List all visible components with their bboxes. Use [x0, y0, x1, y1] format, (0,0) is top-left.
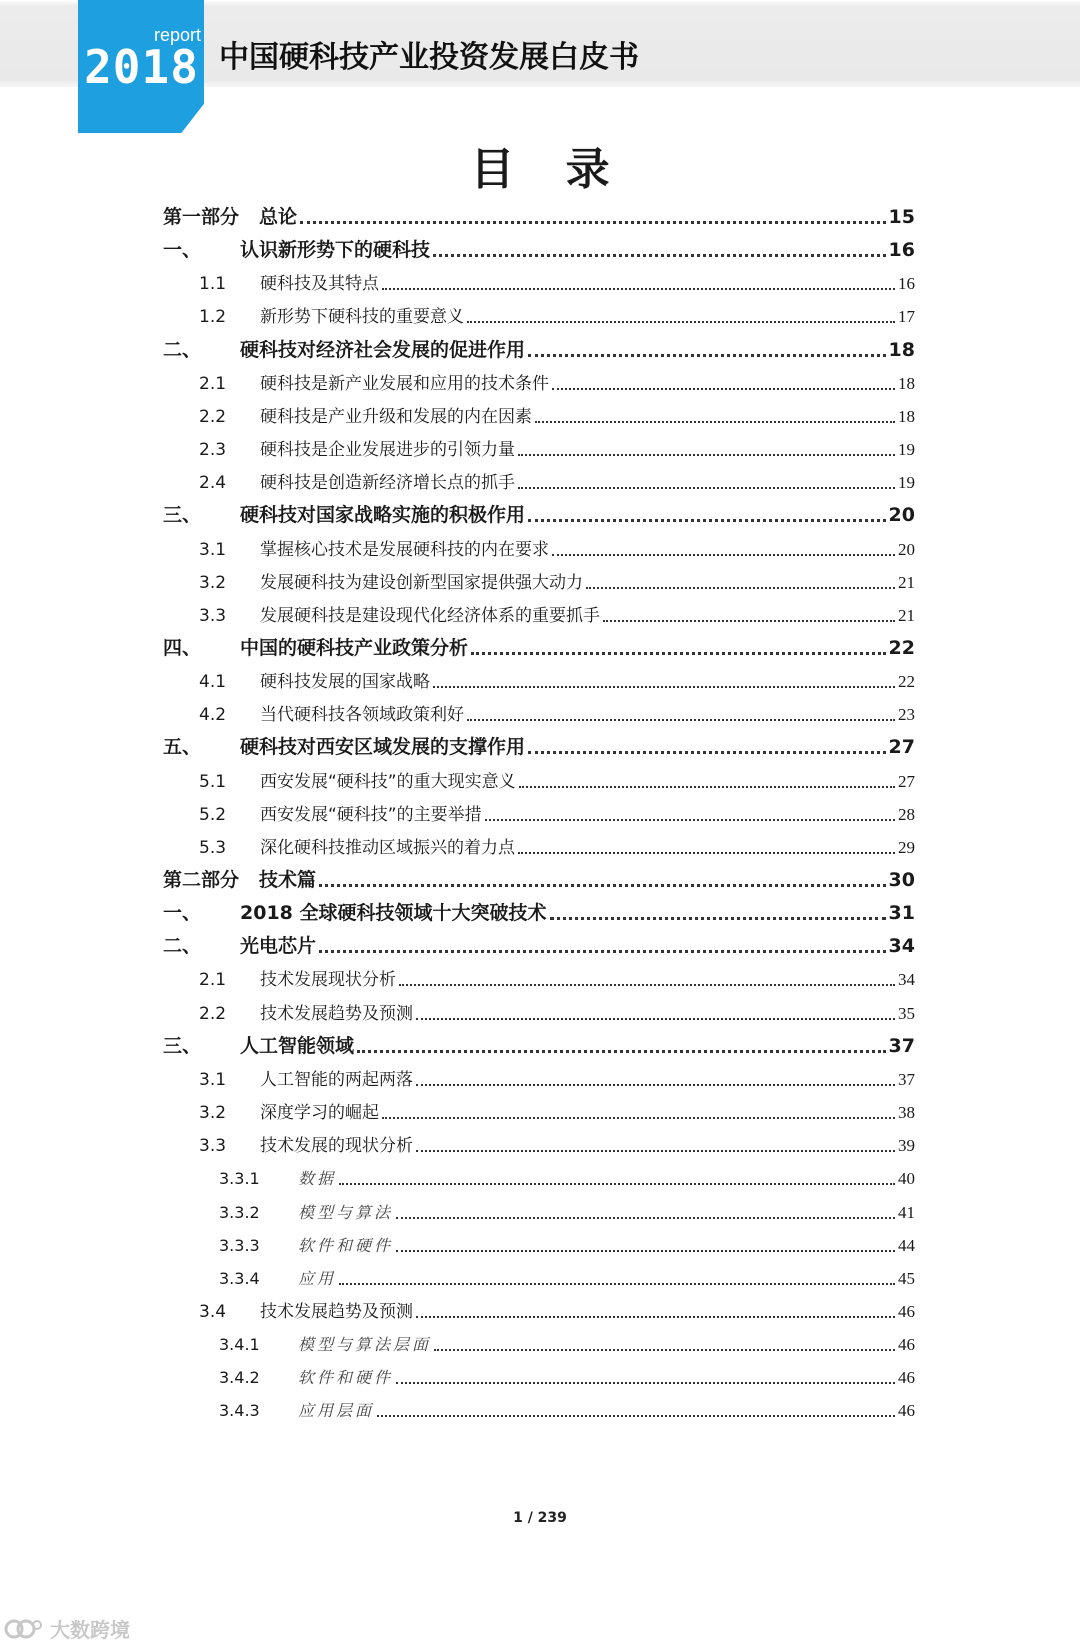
toc-entry-page: 37	[888, 1034, 915, 1057]
toc-entry-number: 3.4.3	[219, 1401, 260, 1421]
toc-entry-title: 硬科技是产业升级和发展的内在因素	[260, 406, 532, 427]
toc-entry[interactable]	[163, 464, 915, 494]
toc-entry-page: 34	[898, 970, 915, 990]
toc-entry-page: 18	[898, 406, 915, 426]
toc-entry-number: 5.2	[199, 804, 227, 825]
toc-entry-page: 30	[888, 869, 915, 891]
toc-entry-title: 技术发展趋势及预测	[260, 1003, 413, 1024]
toc-entry-page: 20	[888, 504, 915, 527]
toc-entry-title: 技术发展趋势及预测	[260, 1301, 413, 1322]
dot-leader	[382, 288, 895, 290]
toc-entry-number: 三、	[163, 504, 202, 527]
toc-entry-title: 人工智能领域	[240, 1034, 355, 1057]
toc-entry-page: 18	[898, 373, 915, 393]
dot-leader	[552, 554, 895, 556]
dot-leader	[416, 1316, 895, 1318]
toc-entry-number: 二、	[163, 935, 202, 958]
toc-entry-title: 技术发展现状分析	[260, 970, 396, 991]
toc-entry[interactable]	[163, 431, 915, 461]
dot-leader	[433, 254, 886, 257]
toc-entry-page: 46	[898, 1401, 915, 1421]
dot-leader	[535, 421, 895, 423]
toc-entry-number: 3.3	[199, 1136, 227, 1157]
dot-leader	[339, 1283, 895, 1285]
toc-entry-page: 41	[898, 1202, 915, 1222]
toc-entry-number: 1.2	[199, 307, 227, 328]
toc-entry-title: 人工智能的两起两落	[260, 1069, 413, 1090]
dot-leader	[377, 1415, 895, 1417]
dot-leader	[396, 1217, 895, 1219]
toc-entry[interactable]	[163, 763, 915, 793]
document-title: 中国硬科技产业投资发展白皮书	[219, 40, 639, 75]
toc-entry-title: 应用层面	[298, 1401, 375, 1421]
toc-entry-number: 3.3.3	[219, 1235, 260, 1255]
toc-entry[interactable]	[163, 564, 915, 594]
dot-leader	[339, 1183, 895, 1185]
toc-entry-number: 3.3.1	[219, 1169, 260, 1189]
toc-entry-page: 21	[898, 605, 915, 625]
toc-entry[interactable]	[163, 1392, 915, 1422]
dot-leader	[518, 487, 895, 489]
toc-entry-number: 5.3	[199, 837, 227, 858]
toc-entry-title: 总论	[259, 206, 298, 228]
dot-leader	[518, 852, 895, 854]
toc-entry[interactable]	[163, 531, 915, 561]
toc-entry-page: 23	[898, 705, 915, 725]
watermark-text: 大数跨境	[50, 1618, 130, 1642]
toc-entry-title: 发展硬科技为建设创新型国家提供强大动力	[260, 572, 583, 593]
toc-entry-title: 深化硬科技推动区域振兴的着力点	[260, 837, 515, 858]
toc-entry[interactable]	[163, 729, 915, 759]
toc-entry-page: 34	[888, 935, 915, 958]
toc-entry-title: 西安发展“硬科技”的主要举措	[260, 804, 482, 825]
toc-entry[interactable]	[163, 663, 915, 693]
toc-entry-page: 27	[888, 736, 915, 759]
toc-entry-title: 2018 全球硬科技领域十大突破技术	[240, 902, 547, 925]
toc-entry-page: 16	[898, 274, 915, 294]
toc-entry-page: 17	[898, 307, 915, 327]
toc-entry-title: 硬科技对国家战略实施的积极作用	[240, 504, 526, 527]
toc-entry[interactable]	[163, 862, 915, 892]
toc-entry[interactable]	[163, 332, 915, 362]
toc-entry[interactable]	[163, 1359, 915, 1389]
toc-entry-title: 硬科技及其特点	[260, 274, 379, 295]
toc-entry[interactable]	[163, 365, 915, 395]
toc-entry-page: 40	[898, 1169, 915, 1189]
toc-entry-number: 二、	[163, 338, 202, 361]
toc-entry-number: 四、	[163, 636, 202, 659]
toc-entry[interactable]	[163, 928, 915, 958]
dot-leader	[396, 1382, 895, 1384]
toc-entry-number: 2.1	[199, 373, 227, 394]
toc-entry[interactable]	[163, 265, 915, 295]
toc-entry-title: 硬科技对经济社会发展的促进作用	[240, 338, 526, 361]
toc-entry-title: 深度学习的崛起	[260, 1103, 379, 1124]
toc-entry-number: 第二部分	[163, 869, 240, 891]
toc-entry[interactable]	[163, 895, 915, 925]
logo-report-label: report	[153, 25, 201, 45]
dot-leader	[550, 917, 886, 920]
toc-entry-number: 3.2	[199, 1103, 227, 1124]
toc-entry-title: 光电芯片	[240, 935, 317, 958]
toc-entry-page: 37	[898, 1069, 915, 1089]
toc-entry[interactable]	[163, 1061, 915, 1091]
toc-entry[interactable]	[163, 1160, 915, 1190]
toc-entry-page: 27	[898, 771, 915, 791]
toc-entry-page: 18	[888, 338, 915, 361]
toc-entry-number: 一、	[163, 902, 202, 925]
toc-entry[interactable]	[163, 1326, 915, 1356]
dot-leader	[519, 786, 895, 788]
toc-entry-number: 3.3.2	[219, 1202, 260, 1222]
toc-entry[interactable]	[163, 696, 915, 726]
toc-entry-page: 20	[898, 539, 915, 559]
dot-leader	[467, 719, 895, 721]
toc-entry[interactable]	[163, 398, 915, 428]
toc-entry-number: 一、	[163, 239, 202, 262]
toc-entry-page: 44	[898, 1235, 915, 1255]
toc-entry-title: 新形势下硬科技的重要意义	[260, 307, 464, 328]
toc-entry-title: 硬科技对西安区域发展的支撑作用	[240, 736, 526, 759]
toc-entry-page: 19	[898, 440, 915, 460]
logo-icon	[4, 1617, 44, 1641]
dot-leader	[319, 950, 886, 953]
toc-entry-page: 28	[898, 804, 915, 824]
dot-leader	[528, 354, 886, 357]
toc-entry-title: 硬科技发展的国家战略	[260, 672, 430, 693]
toc-entry-title: 认识新形势下的硬科技	[240, 239, 431, 262]
toc-entry-title: 软件和硬件	[298, 1368, 394, 1388]
toc-entry[interactable]	[163, 1293, 915, 1323]
toc-entry-page: 46	[898, 1301, 915, 1321]
toc-entry[interactable]	[163, 1260, 915, 1290]
dot-leader	[528, 519, 886, 522]
toc-entry-title: 中国的硬科技产业政策分析	[240, 636, 469, 659]
toc-entry-title: 硬科技是企业发展进步的引领力量	[260, 440, 515, 461]
toc-entry-number: 3.4.1	[219, 1335, 260, 1355]
toc-entry-number: 3.3.4	[219, 1268, 260, 1288]
dot-leader	[396, 1250, 895, 1252]
toc-entry-page: 19	[898, 473, 915, 493]
toc-entry-number: 2.3	[199, 440, 227, 461]
toc-entry[interactable]	[163, 1094, 915, 1124]
toc-entry-title: 模型与算法	[298, 1202, 394, 1222]
watermark	[4, 1614, 130, 1643]
toc-entry-number: 3.3	[199, 605, 227, 626]
toc-entry-number: 4.1	[199, 672, 227, 693]
toc-entry-number: 3.2	[199, 572, 227, 593]
toc-entry-title: 模型与算法层面	[298, 1335, 432, 1355]
toc-entry-page: 21	[898, 572, 915, 592]
toc-entry[interactable]	[163, 995, 915, 1025]
page-indicator: 1 / 239	[513, 1510, 567, 1526]
dot-leader	[382, 1117, 895, 1119]
toc-entry-number: 2.1	[199, 970, 227, 991]
toc-entry[interactable]	[163, 1194, 915, 1224]
dot-leader	[603, 620, 895, 622]
dot-leader	[319, 884, 886, 887]
toc-entry-number: 3.1	[199, 539, 227, 560]
toc-entry[interactable]	[163, 597, 915, 627]
toc-entry-number: 三、	[163, 1034, 202, 1057]
toc-entry-title: 数据	[298, 1169, 337, 1189]
dot-leader	[416, 1018, 895, 1020]
toc-entry-number: 4.2	[199, 705, 227, 726]
toc-entry-page: 16	[888, 239, 915, 262]
dot-leader	[586, 587, 895, 589]
dot-leader	[399, 984, 895, 986]
dot-leader	[471, 652, 886, 655]
dot-leader	[357, 1050, 886, 1053]
toc-entry[interactable]	[163, 497, 915, 527]
toc-entry-title: 发展硬科技是建设现代化经济体系的重要抓手	[260, 605, 600, 626]
toc-entry[interactable]	[163, 199, 915, 229]
toc-entry[interactable]	[163, 232, 915, 262]
toc-entry[interactable]	[163, 1227, 915, 1257]
toc-entry-page: 35	[898, 1003, 915, 1023]
toc-entry-title: 技术篇	[259, 869, 317, 891]
dot-leader	[552, 388, 895, 390]
dot-leader	[416, 1084, 895, 1086]
toc-entry-page: 15	[888, 206, 915, 228]
toc-entry[interactable]	[163, 796, 915, 826]
dot-leader	[416, 1150, 895, 1152]
toc-entry[interactable]	[163, 961, 915, 991]
toc-entry-number: 3.1	[199, 1069, 227, 1090]
toc-entry-number: 1.1	[199, 274, 227, 295]
toc-entry[interactable]	[163, 298, 915, 328]
toc-entry[interactable]	[163, 630, 915, 660]
toc-entry-title: 当代硬科技各领域政策利好	[260, 705, 464, 726]
toc-entry-page: 38	[898, 1103, 915, 1123]
toc-entry-title: 应用	[298, 1268, 337, 1288]
toc-entry-number: 2.2	[199, 1003, 227, 1024]
toc-entry-page: 46	[898, 1335, 915, 1355]
toc-entry-page: 46	[898, 1368, 915, 1388]
dot-leader	[467, 321, 895, 323]
toc-entry-number: 2.4	[199, 473, 227, 494]
toc-entry-number: 3.4.2	[219, 1368, 260, 1388]
toc-entry-title: 西安发展“硬科技”的重大现实意义	[260, 771, 516, 792]
toc-entry-title: 技术发展的现状分析	[260, 1136, 413, 1157]
toc-entry[interactable]	[163, 1028, 915, 1058]
toc-entry-title: 硬科技是新产业发展和应用的技术条件	[260, 373, 549, 394]
dot-leader	[485, 819, 895, 821]
toc-entry[interactable]	[163, 1127, 915, 1157]
dot-leader	[300, 221, 886, 224]
dot-leader	[518, 454, 895, 456]
dot-leader	[434, 1349, 895, 1351]
toc-entry-page: 39	[898, 1136, 915, 1156]
toc-entry-page: 45	[898, 1268, 915, 1288]
toc-entry-page: 22	[888, 636, 915, 659]
toc-entry-title: 软件和硬件	[298, 1235, 394, 1255]
dot-leader	[433, 686, 895, 688]
toc-entry-page: 22	[898, 672, 915, 692]
logo-year: 2018	[84, 40, 199, 94]
toc-entry-number: 5.1	[199, 771, 227, 792]
toc-entry-number: 五、	[163, 736, 202, 759]
toc-entry-number: 3.4	[199, 1301, 227, 1322]
toc-entry-page: 29	[898, 837, 915, 857]
toc-entry-number: 第一部分	[163, 206, 240, 228]
toc-entry-title: 硬科技是创造新经济增长点的抓手	[260, 473, 515, 494]
toc-entry-number: 2.2	[199, 406, 227, 427]
dot-leader	[528, 751, 886, 754]
toc-entry-page: 31	[888, 902, 915, 925]
toc-entry-title: 掌握核心技术是发展硬科技的内在要求	[260, 539, 549, 560]
toc-heading: 目 录	[470, 144, 628, 195]
toc-entry[interactable]	[163, 829, 915, 859]
